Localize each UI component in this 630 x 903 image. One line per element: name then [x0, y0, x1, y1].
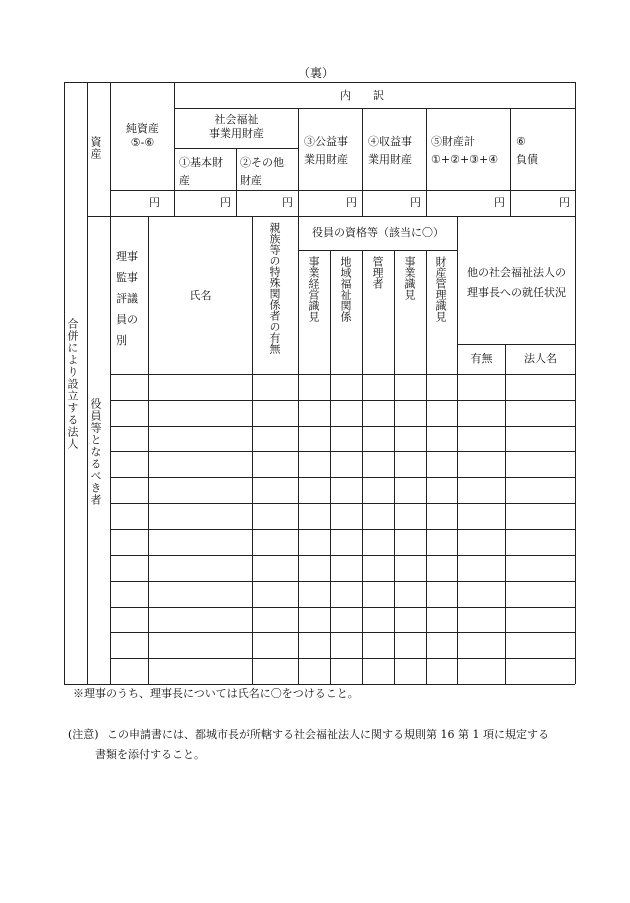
- caution-line-2: 書類を添付すること。: [95, 748, 205, 761]
- yen-unit: 円: [220, 196, 231, 209]
- caution-label: (注意): [68, 728, 99, 741]
- qualification-business-management: 事業経営識見: [307, 256, 320, 322]
- asterisk-note: ※理事のうち、理事長については氏名に〇をつけること。: [73, 687, 359, 700]
- officers-label: 役員等となるべき者: [89, 398, 102, 506]
- social-welfare-assets-header: 社会福祉 事業用財産: [209, 113, 264, 140]
- qualification-header: 役員の資格等（該当に〇）: [312, 226, 444, 239]
- qualification-manager: 管理者: [371, 256, 384, 289]
- liabilities-header: ⑥ 負債: [516, 135, 538, 166]
- qualification-asset-management: 財産管理識見: [434, 256, 447, 322]
- yen-unit: 円: [346, 196, 357, 209]
- asset-total-header: ⑤財産計 ①+②+③+④: [431, 135, 499, 166]
- presence-header: 有無: [470, 352, 493, 365]
- name-header: 氏名: [189, 289, 212, 302]
- net-assets-header: 純資産 ⑤-⑥: [126, 122, 159, 149]
- yen-unit: 円: [559, 196, 570, 209]
- public-interest-header: ③公益事 業用財産: [304, 135, 348, 166]
- basic-assets-header: ①基本財 産: [179, 156, 223, 187]
- relation-header: 親族等の特殊関係者の有無: [268, 222, 281, 354]
- caution-line-1: この申請書には、都城市長が所轄する社会福祉法人に関する規則第 16 第 1 項に規定する: [107, 728, 549, 741]
- yen-unit: 円: [282, 196, 293, 209]
- breakdown-header: 内 訳: [340, 89, 384, 102]
- page-title: （裏）: [298, 66, 335, 80]
- other-assets-header: ②その他 財産: [240, 156, 284, 187]
- profit-business-header: ④収益事 業用財産: [368, 135, 412, 166]
- yen-unit: 円: [149, 196, 160, 209]
- corporation-name-header: 法人名: [524, 352, 557, 365]
- yen-unit: 円: [494, 196, 505, 209]
- yen-unit: 円: [410, 196, 421, 209]
- other-chair-header: 他の社会福祉法人の 理事長への就任状況: [467, 266, 566, 299]
- merged-corporation-label: 合併により設立する法人: [66, 318, 79, 450]
- qualification-business-insight: 事業識見: [403, 256, 416, 300]
- role-header: 理事 監事 評議 員の 別: [116, 250, 138, 347]
- assets-label: 資産: [89, 136, 102, 160]
- qualification-community-welfare: 地域福祉関係: [339, 256, 352, 322]
